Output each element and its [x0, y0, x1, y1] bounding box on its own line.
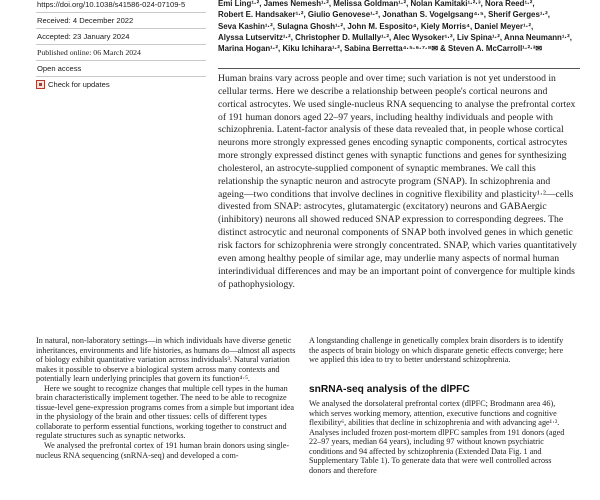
- doi-link[interactable]: https://doi.org/10.1038/s41586-024-07109-5: [36, 0, 206, 13]
- open-access-label: Open access: [36, 61, 206, 77]
- article-metadata: [36, 0, 206, 89]
- section-heading: snRNA-seq analysis of the dlPFC: [309, 383, 470, 395]
- check-updates-icon: [36, 80, 45, 89]
- abstract-text: Human brains vary across people and over time; such variation is not yet understood in cellular terms. Here we describe a relationship between people's cortical neurons and cortical astrocytes. We used single-nucleus RNA sequencing to analyse the prefrontal cortex of 191 human donors aged 22–97 years, including healthy individuals and people with schizophrenia. Latent-factor analysis of these data revealed that, in people whose cortical neurons more strongly expressed genes encoding synaptic components, cortical astrocytes more strongly expressed distinct genes with synaptic functions and genes for synthesizing cholesterol, an astrocyte-supplied component of synaptic membranes. We call this relationship the synaptic neuron and astrocyte program (SNAP). In schizophrenia and ageing—two conditions that involve declines in cognitive flexibility and plasticity¹·²—cells divested from SNAP: astrocytes, glutamatergic (excitatory) neurons and GABAergic (inhibitory) neurons all showed reduced SNAP expression to corresponding degrees. The distinct astrocytic and neuronal components of SNAP both involved genes in which genetic risk factors for schizophrenia were strongly concentrated. SNAP, which varies quantitatively even among healthy people of similar age, may underlie many aspects of normal human interindividual differences and may be an important point of convergence for multiple kinds of pathophysiology.: [218, 73, 577, 290]
- author-line: Alyssa Lutservitz¹·², Christopher D. Mullally¹·², Alec Wysoker¹·², Liv Spina¹·², Anna Neumann¹·²,: [218, 32, 572, 42]
- author-line: Seva Kashin¹·², Sulagna Ghosh¹·², John M. Esposito⁴, Kiely Morris⁴, Daniel Meyer¹·²,: [218, 21, 534, 31]
- body-column-right: [309, 336, 572, 476]
- author-line: Emi Ling¹·², James Nemesh¹·², Melissa Goldman¹·², Nolan Kamitaki¹·²·³, Nora Reed¹·²,: [218, 0, 535, 8]
- body-paragraph: Here we sought to recognize changes that multiple cell types in the human brain characteristically implement together. The need to be able to recognize tissue-level gene-expression programs comes from a simple but important idea in the physiology of the brain and other tissues: cells of different types collaborate to perform essential functions, working together to construct and regulate structures such as synaptic networks.: [36, 383, 295, 441]
- author-list: [218, 0, 580, 54]
- received-date: Received: 4 December 2022: [36, 13, 206, 29]
- body-paragraph: We analysed the prefrontal cortex of 191 human brain donors using single-nucleus RNA sequencing (snRNA-seq) and developed a com-: [36, 441, 290, 460]
- body-paragraph: We analysed the dorsolateral prefrontal cortex (dlPFC; Brodmann area 46), which serves working memory, attention, executive functions and cognitive flexibility⁶, abilities that decline in schizophrenia and with advancing age¹·². Analyses included frozen post-mortem dlPFC samples from 191 donors (aged 22–97 years, median 64 years), including 97 without known psychiatric conditions and 94 affected by schizophrenia (Extended Data Fig. 1 and Supplementary Table 1). To generate data that were well controlled across donors and therefore: [309, 399, 565, 476]
- check-for-updates-label: Check for updates: [48, 80, 110, 89]
- check-for-updates-link[interactable]: [36, 77, 206, 89]
- body-column-left: [36, 336, 299, 460]
- accepted-date: Accepted: 23 January 2024: [36, 29, 206, 45]
- published-date: Published online: 06 March 2024: [36, 45, 206, 61]
- body-paragraph: In natural, non-laboratory settings—in which individuals have diverse genetic inheritances, environments and life histories, as humans do—almost all aspects of biology exhibit quantitative variation across individuals³. Natural variation makes it possible to observe a biological system across many contexts and potentially learn underlying principles that govern its function⁴·⁵.: [36, 336, 296, 384]
- author-line: Marina Hogan¹·², Kiku Ichihara¹·², Sabina Berretta⁴·⁵·⁶·⁷·⁸✉ & Steven A. McCarroll¹·²·³✉: [218, 44, 543, 54]
- body-paragraph: A longstanding challenge in genetically complex brain disorders is to identify the aspects of brain biology on which disparate genetic effects converge; here we applied this idea to try to better understand schizophrenia.: [309, 336, 564, 365]
- abstract-divider: [218, 68, 580, 69]
- author-line: Robert E. Handsaker¹·², Giulio Genovese¹·², Jonathan S. Vogelgsang⁴·⁵, Sherif Gerges¹·²,: [218, 10, 550, 20]
- abstract: [218, 73, 578, 291]
